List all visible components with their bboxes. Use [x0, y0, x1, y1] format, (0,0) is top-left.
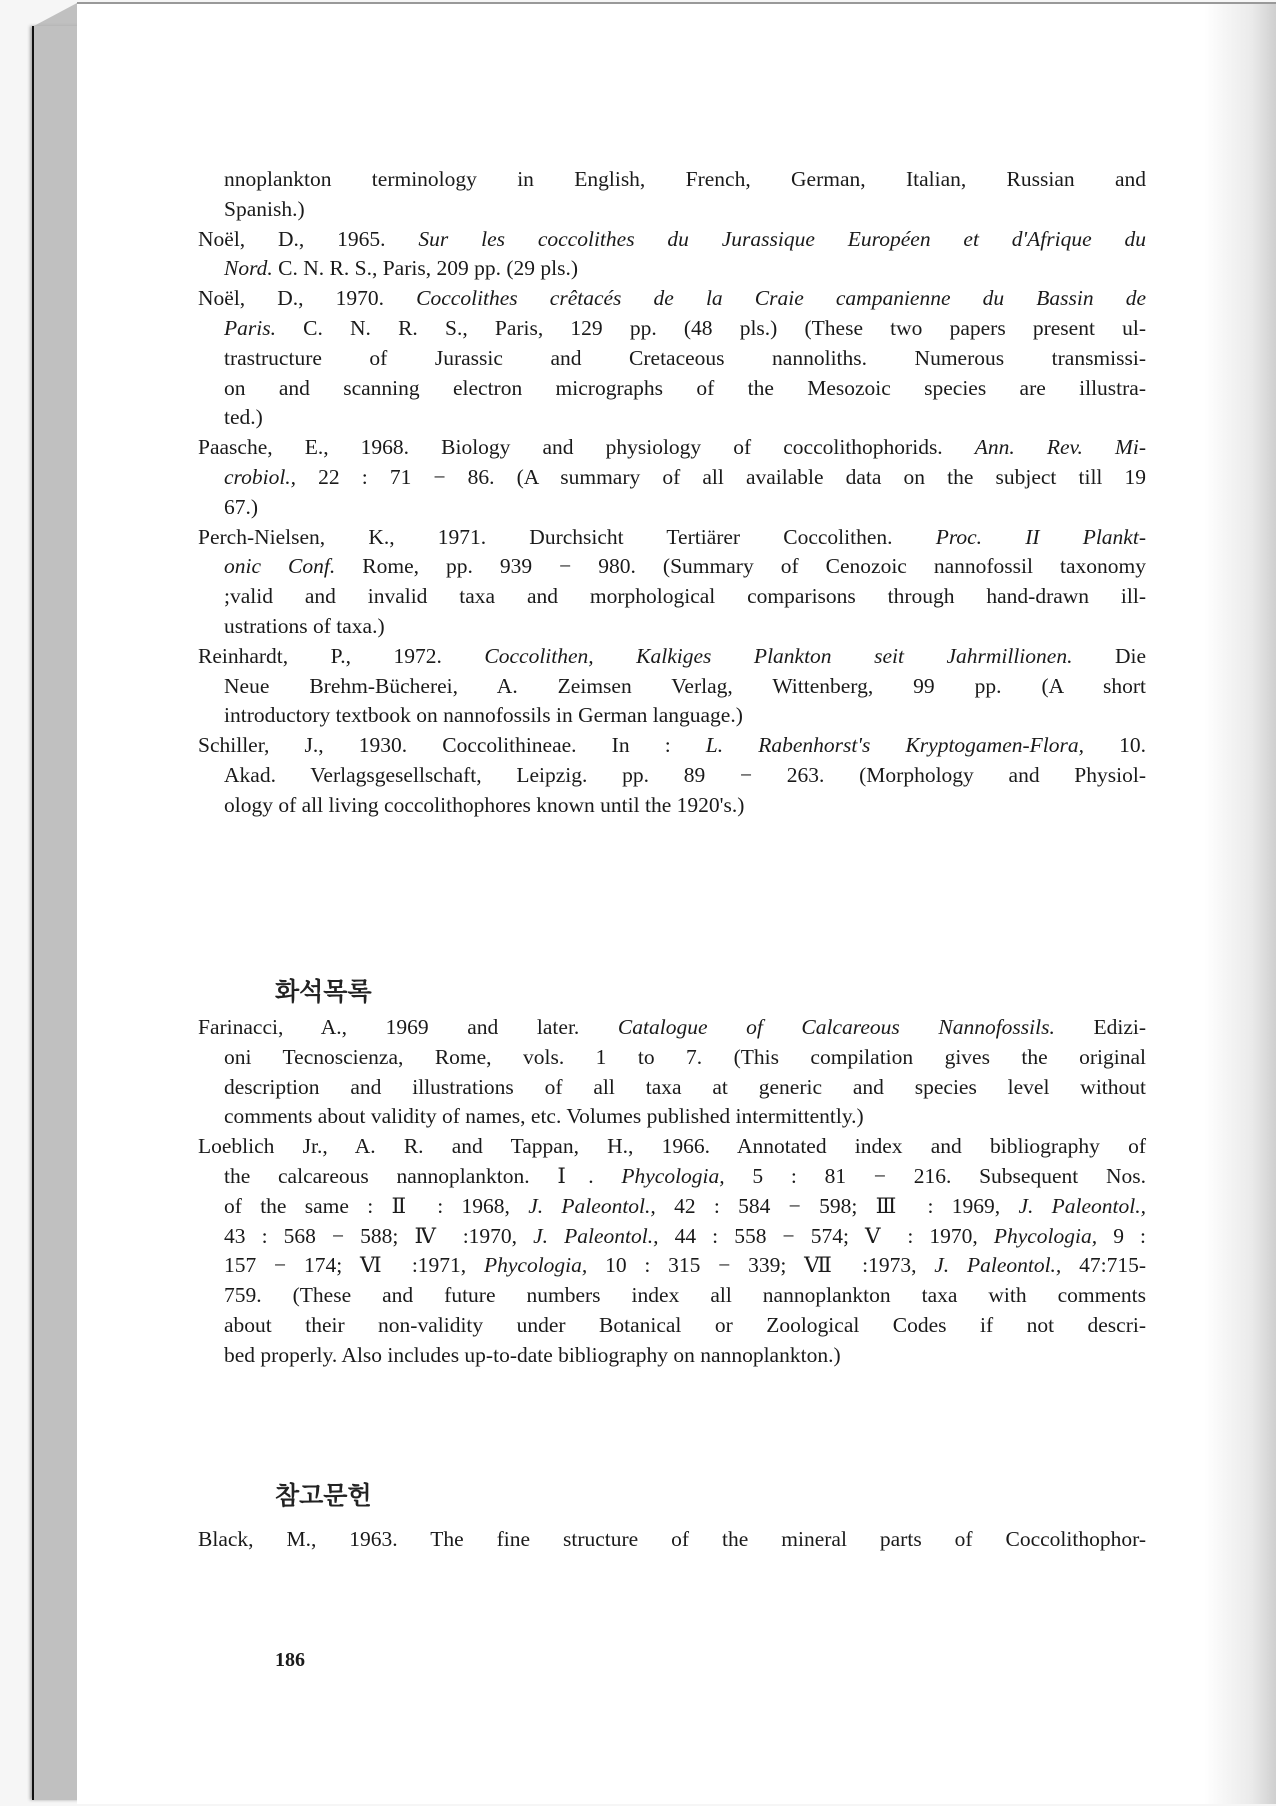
italic-title: J. Paleontol.,: [934, 1253, 1062, 1278]
text-segment: 22 : 71 − 86. (A summary of all available data on the subject till 19: [318, 465, 1146, 489]
text-segment: 47:715-: [1079, 1253, 1146, 1278]
book-spine-top: [32, 3, 77, 27]
text-segment: Die: [1114, 643, 1147, 668]
text-segment: C. N. R. S., Paris, 209 pp. (29 pls.): [278, 256, 578, 281]
italic-title: Coccolithes crêtacés de la Craie campanienne du Bassin de: [416, 286, 1146, 311]
book-page: [77, 2, 1276, 1804]
reference-line: [224, 1250, 1146, 1280]
reference-line: [224, 164, 1146, 194]
reference-line: [198, 432, 1146, 462]
reference-line: [224, 611, 385, 641]
reference-line: [224, 313, 1146, 343]
reference-line: [224, 1101, 864, 1131]
text-segment: introductory textbook on nannofossils in German language.): [224, 703, 743, 728]
text-segment: Loeblich Jr., A. R. and Tappan, H., 1966. Annotated index and bibliography of: [198, 1134, 1146, 1159]
text-segment: comments about validity of names, etc. Volumes published intermittently.): [224, 1104, 864, 1129]
text-segment: trastructure of Jurassic and Cretaceous nannoliths. Numerous transmissi-: [224, 345, 1146, 370]
reference-line: [224, 343, 1146, 373]
text-segment: Spanish.): [224, 196, 305, 221]
italic-title: onic Conf.: [224, 554, 336, 579]
text-segment: Black, M., 1963. The fine structure of the mineral parts of Coccolithophor-: [198, 1527, 1146, 1551]
reference-line: [224, 1340, 841, 1370]
text-segment: Paasche, E., 1968. Biology and physiology of coccolithophorids.: [198, 435, 975, 460]
italic-title: J. Paleontol.,: [528, 1193, 656, 1218]
text-segment: about their non-validity under Botanical or Zoological Codes if not descri-: [224, 1313, 1146, 1337]
text-segment: 157 − 174; Ⅵ :1971,: [224, 1253, 484, 1278]
italic-title: Proc. II Plankt-: [935, 524, 1146, 549]
reference-line: [224, 790, 744, 820]
text-segment: ology of all living coccolithophores known until the 1920's.): [224, 792, 745, 817]
reference-line: [224, 462, 1146, 492]
reference-line: [198, 224, 1146, 254]
reference-line: [198, 283, 1146, 313]
text-segment: Noël, D., 1965.: [198, 226, 419, 251]
text-segment: on and scanning electron micrographs of the Mesozoic species are illustra-: [224, 375, 1146, 400]
italic-title: Coccolithen, Kalkiges Plankton seit Jahrmillionen.: [484, 643, 1073, 668]
reference-line: [198, 1524, 1146, 1554]
text-segment: ;valid and invalid taxa and morphological comparisons through hand-drawn ill-: [224, 584, 1146, 609]
italic-title: Nord.: [224, 256, 273, 281]
reference-line: [198, 1012, 1146, 1042]
reference-line: [198, 1131, 1146, 1161]
italic-title: Ann. Rev. Mi-: [974, 435, 1146, 460]
text-segment: 759. (These and future numbers index all nannoplankton taxa with comments: [224, 1283, 1146, 1308]
italic-title: Paris.: [224, 316, 276, 340]
italic-title: crobiol.,: [224, 465, 297, 489]
text-segment: 10 : 315 − 339; Ⅶ :1973,: [605, 1253, 935, 1278]
reference-line: [224, 1191, 1146, 1221]
book-spine: [32, 26, 81, 1800]
reference-line: [224, 1310, 1146, 1340]
reference-line: [198, 522, 1146, 552]
italic-title: L. Rabenhorst's Kryptogamen-Flora,: [705, 733, 1085, 758]
text-segment: C. N. R. S., Paris, 129 pp. (48 pls.) (These two papers present ul-: [303, 316, 1146, 340]
text-segment: 10.: [1119, 733, 1147, 758]
reference-line: [224, 1072, 1146, 1102]
text-segment: Akad. Verlagsgesellschaft, Leipzig. pp. 89 − 263. (Morphology and Physiol-: [224, 763, 1146, 787]
text-segment: Schiller, J., 1930. Coccolithineae. In :: [198, 733, 706, 758]
section-heading-fossil-catalogue: 화석목록: [275, 977, 372, 1006]
page-number: 186: [275, 1649, 305, 1671]
reference-line: [224, 402, 263, 432]
reference-line: [224, 671, 1146, 701]
text-segment: ted.): [224, 405, 263, 430]
text-segment: description and illustrations of all taxa at generic and species level without: [224, 1074, 1146, 1099]
text-segment: the calcareous nannoplankton. Ⅰ.: [224, 1164, 622, 1188]
reference-line: [198, 641, 1146, 671]
text-segment: 67.): [224, 494, 259, 519]
text-segment: 44 : 558 − 574; Ⅴ : 1970,: [674, 1223, 994, 1248]
italic-title: Phycologia,: [483, 1253, 588, 1278]
italic-title: Catalogue of Calcareous Nannofossils.: [617, 1015, 1055, 1039]
italic-title: Phycologia,: [621, 1164, 725, 1188]
text-segment: Neue Brehm-Bücherei, A. Zeimsen Verlag, Wittenberg, 99 pp. (A short: [224, 673, 1146, 698]
reference-line: [224, 1221, 1146, 1251]
reference-line: [224, 700, 743, 730]
reference-line: [224, 373, 1146, 403]
text-segment: Edizi-: [1093, 1015, 1147, 1039]
reference-line: [224, 1161, 1146, 1191]
text-segment: 9 :: [1113, 1223, 1147, 1248]
italic-title: Sur les coccolithes du Jurassique Européen et d'Afrique du: [418, 226, 1146, 251]
text-segment: Noël, D., 1970.: [198, 286, 417, 311]
reference-line: [224, 760, 1146, 790]
text-segment: nnoplankton terminology in English, French, German, Italian, Russian and: [224, 167, 1146, 191]
text-segment: bed properly. Also includes up-to-date bibliography on nannoplankton.): [224, 1342, 841, 1367]
reference-line: [224, 492, 258, 522]
section-heading-references: 참고문헌: [275, 1481, 372, 1510]
reference-line: [198, 730, 1146, 760]
reference-line: [224, 1042, 1146, 1072]
reference-line: [224, 1280, 1146, 1310]
reference-line: [224, 194, 305, 224]
reference-line: [224, 253, 578, 283]
reference-line: [224, 581, 1146, 611]
text-segment: 5 : 81 − 216. Subsequent Nos.: [752, 1164, 1146, 1188]
text-segment: oni Tecnoscienza, Rome, vols. 1 to 7. (This compilation gives the original: [224, 1044, 1146, 1069]
reference-line: [224, 551, 1146, 581]
italic-title: Phycologia,: [993, 1223, 1098, 1248]
text-segment: Perch-Nielsen, K., 1971. Durchsicht Tertiärer Coccolithen.: [198, 524, 936, 549]
text-segment: ustrations of taxa.): [224, 614, 385, 638]
text-segment: Rome, pp. 939 − 980. (Summary of Cenozoic nannofossil taxonomy: [362, 554, 1146, 579]
text-segment: 43 : 568 − 588; Ⅳ :1970,: [224, 1223, 534, 1248]
italic-title: J. Paleontol.,: [533, 1223, 659, 1248]
text-segment: of the same : Ⅱ : 1968,: [224, 1193, 529, 1218]
italic-title: J. Paleontol.,: [1018, 1193, 1147, 1218]
text-segment: Reinhardt, P., 1972.: [198, 643, 485, 668]
text-segment: Farinacci, A., 1969 and later.: [198, 1015, 618, 1039]
text-segment: 42 : 584 − 598; Ⅲ : 1969,: [674, 1193, 1019, 1218]
